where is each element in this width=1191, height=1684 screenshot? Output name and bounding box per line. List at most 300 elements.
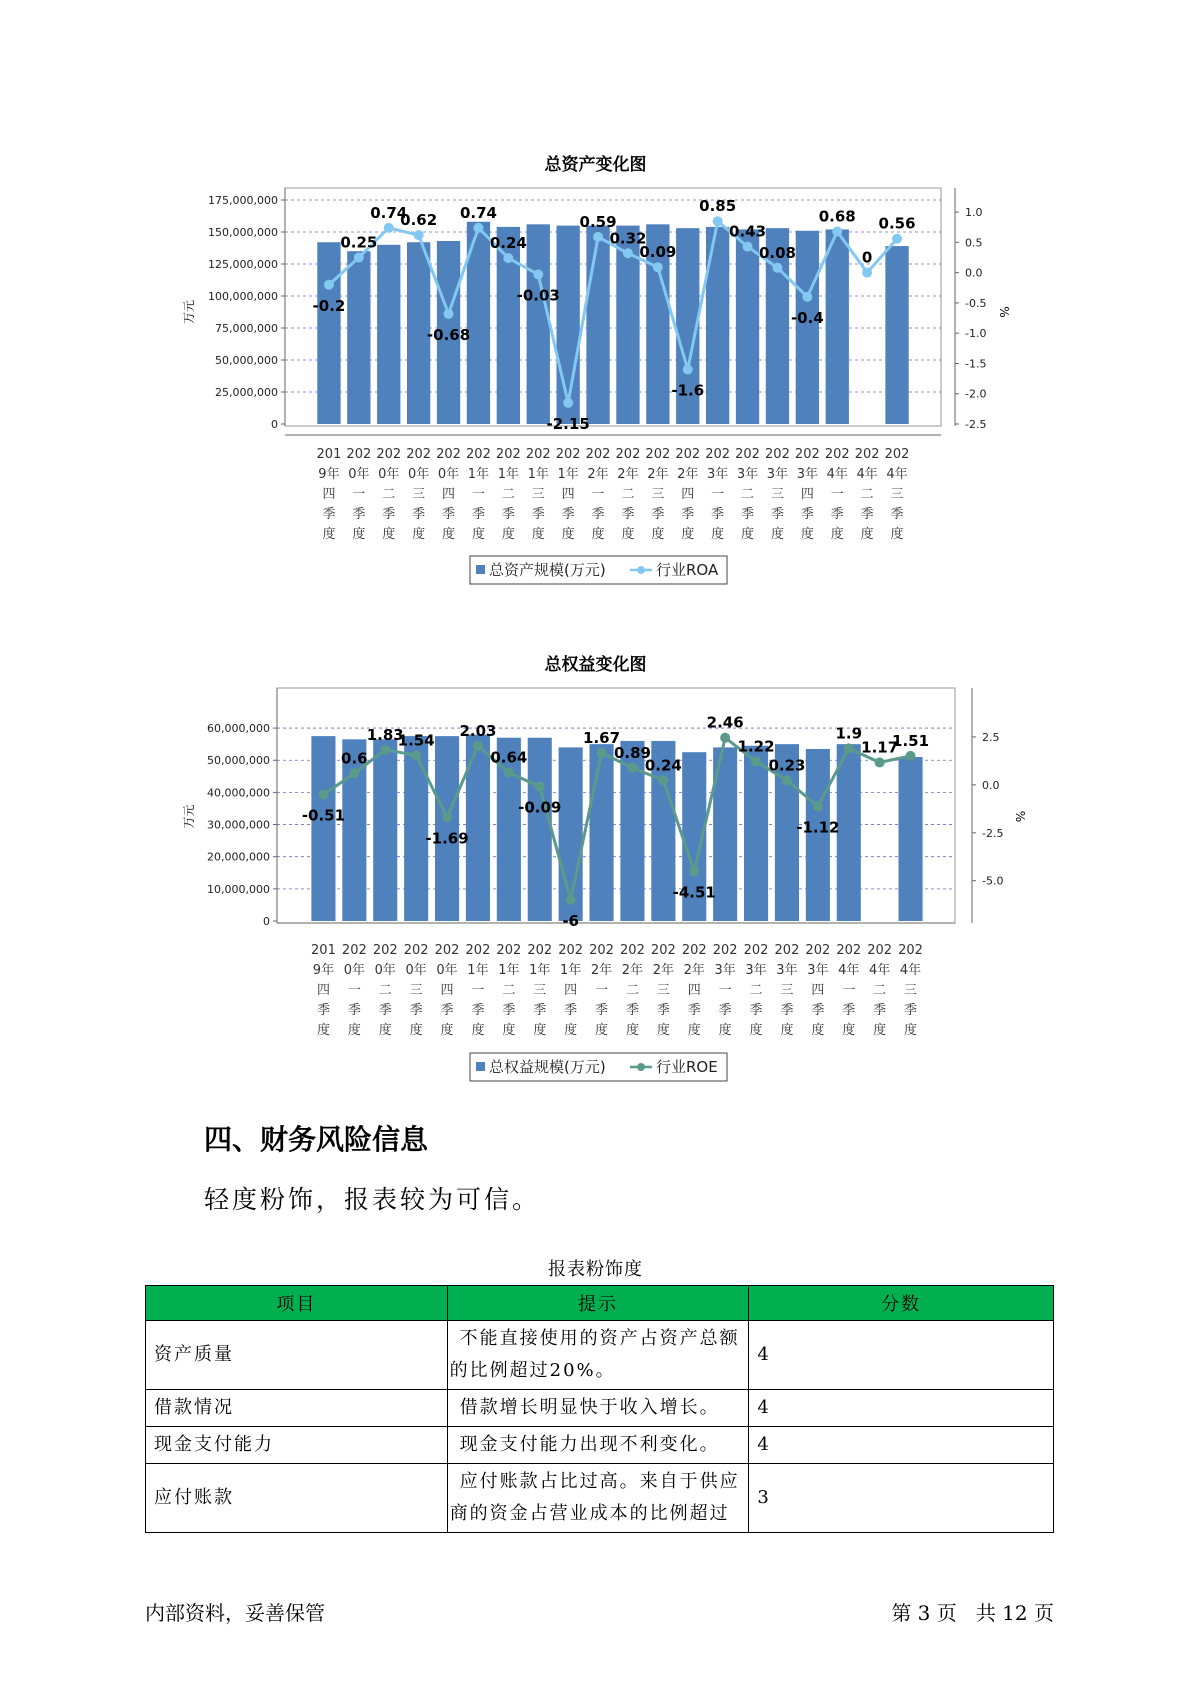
x-tick-label: 度 <box>412 527 426 542</box>
x-tick-label: 3年 <box>745 963 767 978</box>
header-item: 项目 <box>146 1286 448 1321</box>
data-label: 1.9 <box>835 724 863 743</box>
x-tick-label: 0年 <box>405 963 427 978</box>
chart-title-equity: 总权益变化图 <box>544 655 647 675</box>
x-tick-label: 一 <box>347 983 361 998</box>
risk-table <box>145 1285 1054 1533</box>
y-tick-label: 30,000,000 <box>207 818 270 832</box>
line-point <box>354 253 364 263</box>
bar <box>826 229 849 424</box>
x-tick-label: 二 <box>873 983 887 998</box>
x-tick-label: 202 <box>403 943 429 958</box>
x-tick-label: 四 <box>440 983 454 998</box>
x-tick-label: 季 <box>711 507 725 522</box>
line-point <box>597 748 607 758</box>
data-label: -0.51 <box>301 806 346 825</box>
x-tick-label: 202 <box>372 943 398 958</box>
x-tick-label: 季 <box>501 507 515 522</box>
hint-line: 不能直接使用的资产占资产总额 <box>459 1328 740 1349</box>
x-tick-label: 0年 <box>343 963 365 978</box>
line-point <box>566 895 576 905</box>
x-tick-label: 3年 <box>776 963 798 978</box>
x-tick-label: 季 <box>412 507 426 522</box>
x-tick-label: 季 <box>502 1003 516 1018</box>
chart-title-assets: 总资产变化图 <box>544 155 647 175</box>
x-tick-label: 季 <box>904 1003 918 1018</box>
data-label: 1.67 <box>583 728 621 747</box>
x-tick-label: 季 <box>591 507 605 522</box>
hint-line: 应付账款占比过高。来自于供应 <box>459 1471 740 1492</box>
x-tick-label: 1年 <box>467 467 490 482</box>
cell-hint <box>447 1427 749 1464</box>
x-tick-label: 季 <box>770 507 784 522</box>
x-tick-label: 2年 <box>677 467 699 482</box>
x-tick-label: 3年 <box>766 467 789 482</box>
line-point <box>384 223 394 233</box>
data-label: 2.03 <box>459 721 497 740</box>
x-tick-label: 0年 <box>374 963 396 978</box>
x-tick-label: 4年 <box>838 963 860 978</box>
x-tick-label: 202 <box>645 447 671 462</box>
x-tick-label: 一 <box>595 983 609 998</box>
line-point <box>380 745 390 755</box>
x-tick-label: 度 <box>830 527 844 542</box>
x-tick-label: 3年 <box>714 963 736 978</box>
x-tick-label: 202 <box>527 943 553 958</box>
x-tick-label: 0年 <box>408 467 430 482</box>
x-tick-label: 二 <box>382 487 396 502</box>
x-tick-label: 季 <box>533 1003 547 1018</box>
line-point <box>324 280 334 290</box>
y-tick-label: 75,000,000 <box>215 322 278 335</box>
x-tick-label: 202 <box>765 447 790 462</box>
x-tick-label: 四 <box>316 983 330 998</box>
line-point <box>713 216 723 226</box>
x-tick-label: 四 <box>811 983 825 998</box>
x-tick-label: 202 <box>558 943 584 958</box>
data-label: -0.4 <box>790 308 824 327</box>
y-tick-label: 0 <box>263 915 270 928</box>
x-tick-label: 202 <box>406 447 432 462</box>
x-tick-label: 二 <box>741 487 755 502</box>
x-tick-label: 三 <box>904 983 918 998</box>
x-tick-label: 度 <box>409 1023 423 1038</box>
line-point <box>906 751 916 761</box>
x-tick-label: 度 <box>890 527 904 542</box>
x-tick-label: 二 <box>625 983 639 998</box>
data-label: 0.74 <box>370 203 408 222</box>
x-tick-label: 四 <box>681 487 695 502</box>
x-tick-label: 4年 <box>826 467 848 482</box>
legend <box>470 556 727 584</box>
y2-tick-label: -2.5 <box>982 826 1004 840</box>
x-tick-label: 0年 <box>436 963 458 978</box>
x-tick-label: 季 <box>811 1003 825 1018</box>
x-tick-label: 季 <box>352 507 366 522</box>
bar <box>528 738 552 921</box>
x-tick-label: 度 <box>322 527 336 542</box>
x-tick-label: 季 <box>656 1003 670 1018</box>
line-point <box>743 242 753 252</box>
x-tick-label: 度 <box>621 527 635 542</box>
x-tick-label: 1年 <box>498 963 520 978</box>
cell-item: 应付账款 <box>146 1464 448 1533</box>
x-tick-label: 202 <box>589 943 614 958</box>
y2-tick-label: 0.0 <box>965 266 983 280</box>
data-label: 0.6 <box>341 749 368 768</box>
footer-note: 内部资料，妥善保管 <box>145 1601 325 1625</box>
x-tick-label: 201 <box>316 447 342 462</box>
x-tick-label: 2年 <box>683 963 705 978</box>
x-tick-label: 202 <box>794 447 820 462</box>
bar <box>837 744 861 921</box>
x-tick-label: 季 <box>316 1003 330 1018</box>
y2-tick-label: -1.5 <box>965 357 987 371</box>
x-tick-label: 季 <box>621 507 635 522</box>
x-tick-label: 一 <box>471 487 485 502</box>
x-tick-label: 202 <box>466 447 491 462</box>
x-tick-label: 一 <box>830 487 844 502</box>
x-tick-label: 三 <box>656 983 670 998</box>
line-point <box>473 223 483 233</box>
x-tick-label: 季 <box>382 507 396 522</box>
x-tick-label: 1年 <box>527 467 549 482</box>
data-label: 0.23 <box>768 756 806 775</box>
line-point <box>593 232 603 242</box>
x-tick-label: 季 <box>564 1003 578 1018</box>
y-tick-label: 150,000,000 <box>208 226 278 239</box>
x-tick-label: 202 <box>376 447 402 462</box>
x-tick-label: 一 <box>842 983 856 998</box>
x-tick-label: 一 <box>718 983 732 998</box>
y2-tick-label: 0.5 <box>965 236 983 250</box>
data-label: 0.32 <box>609 229 647 248</box>
y-tick-label: 50,000,000 <box>215 354 278 367</box>
y-axis-label: 万元 <box>182 299 196 325</box>
x-tick-label: 季 <box>718 1003 732 1018</box>
x-tick-label: 度 <box>564 1023 578 1038</box>
data-label: 2.46 <box>706 713 744 732</box>
bar <box>736 229 759 424</box>
x-tick-label: 202 <box>884 447 910 462</box>
x-tick-label: 三 <box>409 983 423 998</box>
x-tick-label: 202 <box>681 943 707 958</box>
line-point <box>862 268 872 278</box>
line-point <box>563 398 573 408</box>
x-tick-label: 季 <box>860 507 874 522</box>
x-tick-label: 度 <box>681 527 695 542</box>
x-tick-label: 度 <box>860 527 874 542</box>
data-label: 1.54 <box>397 731 435 750</box>
x-tick-label: 四 <box>800 487 814 502</box>
data-label: 0.85 <box>699 197 737 216</box>
equity-chart <box>0 600 1191 1100</box>
x-tick-label: 四 <box>561 487 575 502</box>
data-label: 1.51 <box>892 731 930 750</box>
x-tick-label: 度 <box>471 527 485 542</box>
x-tick-label: 度 <box>873 1023 887 1038</box>
line-point <box>653 262 663 272</box>
x-tick-label: 2年 <box>617 467 639 482</box>
y2-tick-label: -0.5 <box>965 296 987 310</box>
x-tick-label: 季 <box>681 507 695 522</box>
x-tick-label: 季 <box>890 507 904 522</box>
x-tick-label: 三 <box>412 487 426 502</box>
x-tick-label: 四 <box>322 487 336 502</box>
x-tick-label: 二 <box>621 487 635 502</box>
x-tick-label: 202 <box>824 447 850 462</box>
x-tick-label: 202 <box>805 943 831 958</box>
x-tick-label: 202 <box>898 943 923 958</box>
x-tick-label: 季 <box>409 1003 423 1018</box>
x-tick-label: 季 <box>322 507 336 522</box>
table-caption: 报表粉饰度 <box>548 1259 643 1280</box>
data-label: -1.6 <box>671 381 705 400</box>
data-label: -4.51 <box>672 883 716 902</box>
x-tick-label: 季 <box>595 1003 609 1018</box>
x-tick-label: 202 <box>495 447 521 462</box>
x-tick-label: 9年 <box>312 963 335 978</box>
data-label: 0 <box>861 248 873 267</box>
x-tick-label: 202 <box>496 943 522 958</box>
x-tick-label: 季 <box>531 507 545 522</box>
line-point <box>473 741 483 751</box>
x-tick-label: 2年 <box>587 467 609 482</box>
line-point <box>411 750 421 760</box>
x-tick-label: 度 <box>531 527 545 542</box>
x-tick-label: 二 <box>860 487 874 502</box>
cell-score: 4 <box>749 1390 1054 1427</box>
x-tick-label: 202 <box>675 447 701 462</box>
line-point <box>623 248 633 258</box>
x-tick-label: 202 <box>465 943 491 958</box>
x-tick-label: 度 <box>687 1023 701 1038</box>
data-label: -6 <box>562 911 579 930</box>
x-tick-label: 1年 <box>557 467 579 482</box>
x-tick-label: 度 <box>561 527 575 542</box>
legend-bar-label: 总权益规模(万元) <box>489 1058 606 1076</box>
x-tick-label: 1年 <box>560 963 582 978</box>
data-label: -1.69 <box>425 829 469 848</box>
x-tick-label: 四 <box>687 983 701 998</box>
line-point <box>832 226 842 236</box>
cell-item: 资产质量 <box>146 1321 448 1390</box>
x-tick-label: 202 <box>836 943 862 958</box>
data-label: -1.12 <box>796 818 840 837</box>
x-tick-label: 一 <box>591 487 605 502</box>
x-tick-label: 3年 <box>796 467 818 482</box>
data-label: 0.62 <box>400 211 438 230</box>
data-label: 0.09 <box>639 243 677 262</box>
x-tick-label: 季 <box>873 1003 887 1018</box>
y2-tick-label: -1.0 <box>965 327 987 341</box>
bar <box>898 757 922 921</box>
data-label: 1.22 <box>737 737 775 756</box>
bar <box>527 224 550 424</box>
bar <box>586 226 609 424</box>
data-label: 1.83 <box>366 725 404 744</box>
x-tick-label: 季 <box>687 1003 701 1018</box>
x-tick-label: 度 <box>811 1023 825 1038</box>
x-tick-label: 度 <box>904 1023 918 1038</box>
x-tick-label: 度 <box>382 527 396 542</box>
y-tick-label: 175,000,000 <box>208 194 278 207</box>
x-tick-label: 二 <box>501 487 515 502</box>
y2-tick-label: -5.0 <box>982 874 1004 888</box>
x-tick-label: 季 <box>561 507 575 522</box>
cell-hint <box>447 1464 749 1533</box>
x-tick-label: 一 <box>352 487 366 502</box>
x-tick-label: 202 <box>346 447 372 462</box>
x-tick-label: 度 <box>501 527 515 542</box>
line-point <box>535 782 545 792</box>
data-label: 0.43 <box>729 222 767 241</box>
x-tick-label: 度 <box>656 1023 670 1038</box>
line-point <box>782 775 792 785</box>
x-tick-label: 度 <box>595 1023 609 1038</box>
x-tick-label: 一 <box>711 487 725 502</box>
bar <box>311 736 335 921</box>
bar <box>347 251 370 424</box>
line-point <box>751 756 761 766</box>
line-point <box>504 768 514 778</box>
x-tick-label: 季 <box>842 1003 856 1018</box>
line-point <box>627 763 637 773</box>
table-row <box>146 1390 1054 1427</box>
x-tick-label: 三 <box>531 487 545 502</box>
line-point <box>892 234 902 244</box>
x-tick-label: 度 <box>442 527 456 542</box>
x-tick-label: 季 <box>442 507 456 522</box>
section-heading: 四、财务风险信息 <box>204 1123 429 1156</box>
x-tick-label: 二 <box>502 983 516 998</box>
line-point <box>533 269 543 279</box>
line-point <box>349 768 359 778</box>
x-tick-label: 季 <box>471 1003 485 1018</box>
hint-line: 借款增长明显快于收入增长。 <box>459 1397 720 1418</box>
x-tick-label: 度 <box>711 527 725 542</box>
x-tick-label: 202 <box>585 447 611 462</box>
x-tick-label: 202 <box>341 943 367 958</box>
table-row <box>146 1427 1054 1464</box>
table-row <box>146 1464 1054 1533</box>
y-tick-label: 125,000,000 <box>208 258 278 271</box>
x-tick-label: 201 <box>311 943 336 958</box>
y2-tick-label: -2.0 <box>965 387 987 401</box>
x-tick-label: 一 <box>471 983 485 998</box>
data-label: 0.56 <box>878 214 916 233</box>
x-tick-label: 三 <box>770 487 784 502</box>
cell-hint <box>447 1321 749 1390</box>
y-tick-label: 100,000,000 <box>208 290 278 303</box>
x-tick-label: 202 <box>615 447 641 462</box>
x-tick-label: 202 <box>774 943 800 958</box>
y-tick-label: 0 <box>271 418 278 431</box>
data-label: 0.24 <box>644 756 682 775</box>
y2-tick-label: 0.0 <box>982 778 1000 792</box>
x-tick-label: 度 <box>842 1023 856 1038</box>
y-tick-label: 40,000,000 <box>207 786 270 800</box>
x-tick-label: 4年 <box>856 467 878 482</box>
x-tick-label: 202 <box>436 447 461 462</box>
x-tick-label: 度 <box>651 527 665 542</box>
x-tick-label: 季 <box>780 1003 794 1018</box>
cell-item: 现金支付能力 <box>146 1427 448 1464</box>
legend-line-label: 行业ROA <box>656 561 719 579</box>
x-tick-label: 季 <box>749 1003 763 1018</box>
y-tick-label: 50,000,000 <box>207 754 270 768</box>
x-tick-label: 度 <box>471 1023 485 1038</box>
x-tick-label: 度 <box>780 1023 794 1038</box>
x-tick-label: 四 <box>442 487 456 502</box>
x-tick-label: 202 <box>735 447 760 462</box>
x-tick-label: 4年 <box>869 963 891 978</box>
x-tick-label: 三 <box>533 983 547 998</box>
line-point <box>813 801 823 811</box>
table-header-row <box>146 1286 1054 1321</box>
data-label: -0.2 <box>312 296 346 315</box>
legend-line-dot <box>637 1063 645 1071</box>
x-tick-label: 2年 <box>647 467 669 482</box>
y-tick-label: 60,000,000 <box>207 722 270 736</box>
line-point <box>844 743 854 753</box>
x-tick-label: 季 <box>830 507 844 522</box>
x-tick-label: 度 <box>800 527 814 542</box>
y2-tick-label: 1.0 <box>965 206 983 220</box>
y2-tick-label: 2.5 <box>982 730 1000 744</box>
line-point <box>658 775 668 785</box>
x-tick-label: 四 <box>564 983 578 998</box>
bar <box>744 746 768 921</box>
x-tick-label: 季 <box>651 507 665 522</box>
x-tick-label: 4年 <box>886 467 908 482</box>
data-label: 1.17 <box>861 738 899 757</box>
cell-item: 借款情况 <box>146 1390 448 1427</box>
y2-tick-label: -2.5 <box>965 418 987 431</box>
x-tick-label: 季 <box>741 507 755 522</box>
x-tick-label: 季 <box>625 1003 639 1018</box>
y-tick-label: 25,000,000 <box>215 386 278 399</box>
data-label: 0.68 <box>818 207 856 226</box>
line-point <box>503 253 513 263</box>
x-tick-label: 3年 <box>707 467 729 482</box>
x-tick-label: 2年 <box>621 963 644 978</box>
x-tick-label: 三 <box>890 487 904 502</box>
y-tick-label: 10,000,000 <box>207 882 270 896</box>
x-tick-label: 0年 <box>437 467 460 482</box>
legend-bar-swatch <box>476 1062 485 1071</box>
x-tick-label: 202 <box>434 943 460 958</box>
x-tick-label: 4年 <box>899 963 922 978</box>
line-point <box>689 866 699 876</box>
x-tick-label: 二 <box>378 983 392 998</box>
data-label: -2.15 <box>546 414 590 433</box>
cell-hint <box>447 1390 749 1427</box>
x-tick-label: 度 <box>502 1023 516 1038</box>
data-label: 0.24 <box>489 234 527 253</box>
bar <box>317 242 340 424</box>
x-tick-label: 202 <box>705 447 731 462</box>
x-tick-label: 202 <box>525 447 551 462</box>
x-tick-label: 季 <box>378 1003 392 1018</box>
x-tick-label: 度 <box>625 1023 639 1038</box>
legend-bar-label: 总资产规模(万元) <box>489 561 606 579</box>
x-tick-label: 度 <box>741 527 755 542</box>
x-tick-label: 202 <box>867 943 893 958</box>
x-tick-label: 3年 <box>807 963 829 978</box>
data-label: 0.64 <box>490 748 528 767</box>
x-tick-label: 202 <box>620 943 645 958</box>
